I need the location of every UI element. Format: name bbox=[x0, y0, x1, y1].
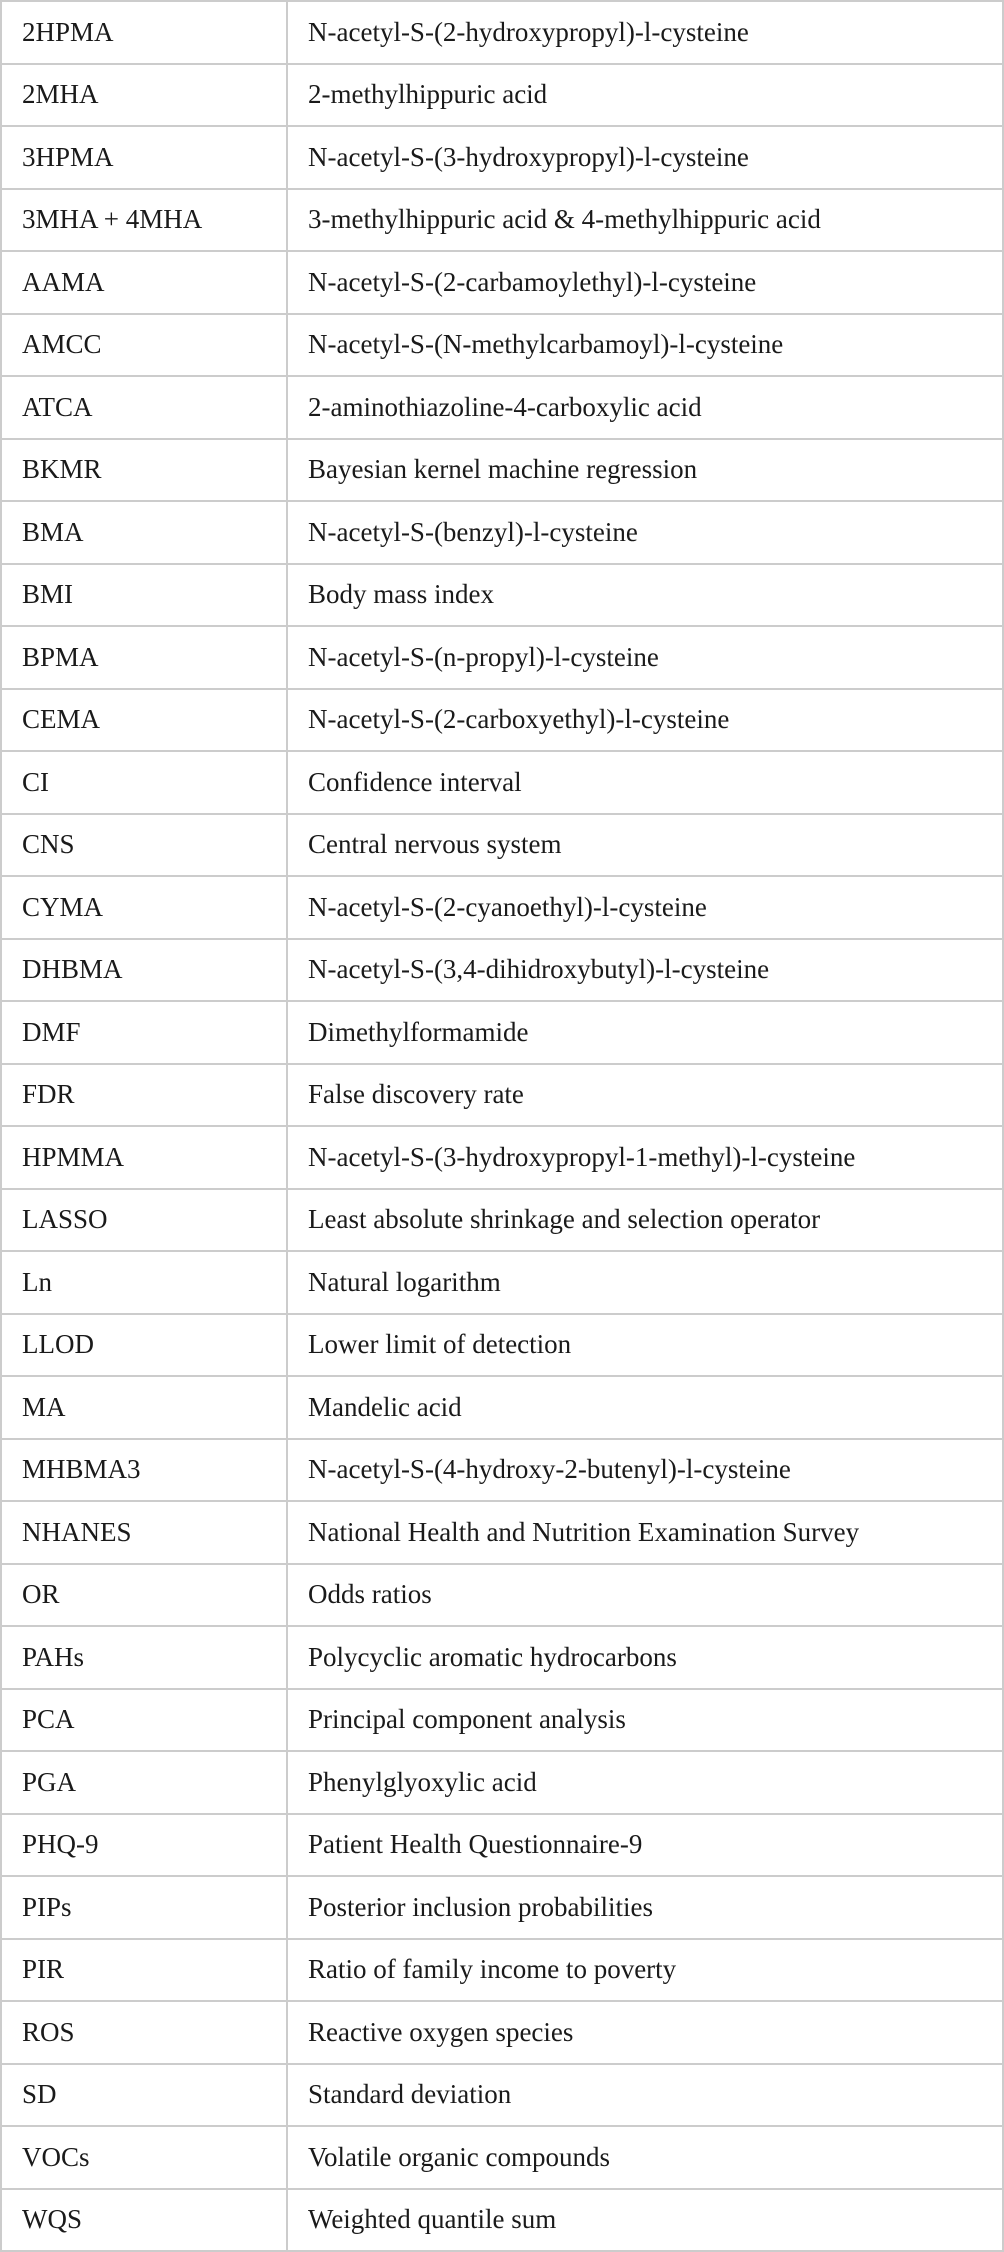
definition-cell: N-acetyl-S-(2-hydroxypropyl)-l-cysteine bbox=[287, 1, 1003, 64]
abbreviation-cell: WQS bbox=[1, 2189, 287, 2252]
definition-cell: N-acetyl-S-(3-hydroxypropyl)-l-cysteine bbox=[287, 126, 1003, 189]
definition-cell: Volatile organic compounds bbox=[287, 2126, 1003, 2189]
abbreviation-cell: BPMA bbox=[1, 626, 287, 689]
table-row bbox=[1, 376, 1003, 439]
definition-cell: Least absolute shrinkage and selection operator bbox=[287, 1189, 1003, 1252]
table-row bbox=[1, 1189, 1003, 1252]
abbreviation-cell: NHANES bbox=[1, 1501, 287, 1564]
definition-cell: N-acetyl-S-(benzyl)-l-cysteine bbox=[287, 501, 1003, 564]
abbreviation-cell: Ln bbox=[1, 1251, 287, 1314]
definition-cell: 2-methylhippuric acid bbox=[287, 64, 1003, 127]
definition-cell: Bayesian kernel machine regression bbox=[287, 439, 1003, 502]
abbreviation-cell: CYMA bbox=[1, 876, 287, 939]
definition-cell: Mandelic acid bbox=[287, 1376, 1003, 1439]
table-row bbox=[1, 2189, 1003, 2252]
abbreviation-cell: MHBMA3 bbox=[1, 1439, 287, 1502]
table-row bbox=[1, 501, 1003, 564]
definition-cell: Polycyclic aromatic hydrocarbons bbox=[287, 1626, 1003, 1689]
definition-cell: 2-aminothiazoline-4-carboxylic acid bbox=[287, 376, 1003, 439]
table-row bbox=[1, 626, 1003, 689]
table-row bbox=[1, 251, 1003, 314]
abbreviation-cell: ATCA bbox=[1, 376, 287, 439]
table-row bbox=[1, 1939, 1003, 2002]
abbreviation-cell: BMA bbox=[1, 501, 287, 564]
abbreviation-cell: CEMA bbox=[1, 689, 287, 752]
table-row bbox=[1, 2001, 1003, 2064]
abbreviation-cell: MA bbox=[1, 1376, 287, 1439]
table-row bbox=[1, 814, 1003, 877]
abbreviation-cell: PIPs bbox=[1, 1876, 287, 1939]
abbreviation-cell: PAHs bbox=[1, 1626, 287, 1689]
abbreviation-cell: PIR bbox=[1, 1939, 287, 2002]
definition-cell: N-acetyl-S-(3-hydroxypropyl-1-methyl)-l-cysteine bbox=[287, 1126, 1003, 1189]
table-row bbox=[1, 1751, 1003, 1814]
abbreviation-cell: SD bbox=[1, 2064, 287, 2127]
definition-cell: 3-methylhippuric acid & 4-methylhippuric acid bbox=[287, 189, 1003, 252]
abbreviation-cell: PHQ-9 bbox=[1, 1814, 287, 1877]
definition-cell: N-acetyl-S-(4-hydroxy-2-butenyl)-l-cysteine bbox=[287, 1439, 1003, 1502]
table-row bbox=[1, 876, 1003, 939]
definition-cell: N-acetyl-S-(2-carboxyethyl)-l-cysteine bbox=[287, 689, 1003, 752]
table-row bbox=[1, 1, 1003, 64]
definition-cell: Weighted quantile sum bbox=[287, 2189, 1003, 2252]
abbreviation-cell: FDR bbox=[1, 1064, 287, 1127]
table-row bbox=[1, 2126, 1003, 2189]
abbreviation-cell: OR bbox=[1, 1564, 287, 1627]
table-row bbox=[1, 439, 1003, 502]
definition-cell: National Health and Nutrition Examination Survey bbox=[287, 1501, 1003, 1564]
definition-cell: Patient Health Questionnaire-9 bbox=[287, 1814, 1003, 1877]
abbreviation-cell: VOCs bbox=[1, 2126, 287, 2189]
abbreviation-cell: HPMMA bbox=[1, 1126, 287, 1189]
table-row bbox=[1, 1439, 1003, 1502]
definition-cell: Central nervous system bbox=[287, 814, 1003, 877]
definition-cell: N-acetyl-S-(3,4-dihidroxybutyl)-l-cysteine bbox=[287, 939, 1003, 1002]
table-row bbox=[1, 1564, 1003, 1627]
table-row bbox=[1, 1126, 1003, 1189]
table-row bbox=[1, 1814, 1003, 1877]
definition-cell: Confidence interval bbox=[287, 751, 1003, 814]
definition-cell: False discovery rate bbox=[287, 1064, 1003, 1127]
definition-cell: N-acetyl-S-(N-methylcarbamoyl)-l-cysteine bbox=[287, 314, 1003, 377]
abbreviation-cell: 2MHA bbox=[1, 64, 287, 127]
table-row bbox=[1, 64, 1003, 127]
table-row bbox=[1, 1501, 1003, 1564]
abbreviation-cell: LLOD bbox=[1, 1314, 287, 1377]
abbreviations-table-body bbox=[1, 1, 1003, 2251]
table-row bbox=[1, 2064, 1003, 2127]
definition-cell: Standard deviation bbox=[287, 2064, 1003, 2127]
abbreviation-cell: ROS bbox=[1, 2001, 287, 2064]
abbreviation-cell: BKMR bbox=[1, 439, 287, 502]
table-row bbox=[1, 1376, 1003, 1439]
abbreviation-cell: LASSO bbox=[1, 1189, 287, 1252]
table-row bbox=[1, 939, 1003, 1002]
abbreviation-cell: BMI bbox=[1, 564, 287, 627]
abbreviation-cell: 3MHA + 4MHA bbox=[1, 189, 287, 252]
abbreviation-cell: AAMA bbox=[1, 251, 287, 314]
definition-cell: Posterior inclusion probabilities bbox=[287, 1876, 1003, 1939]
table-row bbox=[1, 1001, 1003, 1064]
table-row bbox=[1, 1064, 1003, 1127]
definition-cell: Reactive oxygen species bbox=[287, 2001, 1003, 2064]
abbreviation-cell: DHBMA bbox=[1, 939, 287, 1002]
abbreviation-cell: 2HPMA bbox=[1, 1, 287, 64]
definition-cell: Body mass index bbox=[287, 564, 1003, 627]
table-row bbox=[1, 689, 1003, 752]
abbreviation-cell: CI bbox=[1, 751, 287, 814]
definition-cell: Natural logarithm bbox=[287, 1251, 1003, 1314]
table-row bbox=[1, 1626, 1003, 1689]
definition-cell: N-acetyl-S-(2-carbamoylethyl)-l-cysteine bbox=[287, 251, 1003, 314]
table-row bbox=[1, 564, 1003, 627]
definition-cell: Dimethylformamide bbox=[287, 1001, 1003, 1064]
definition-cell: Lower limit of detection bbox=[287, 1314, 1003, 1377]
abbreviation-cell: AMCC bbox=[1, 314, 287, 377]
table-row bbox=[1, 1689, 1003, 1752]
table-row bbox=[1, 126, 1003, 189]
definition-cell: Phenylglyoxylic acid bbox=[287, 1751, 1003, 1814]
table-row bbox=[1, 751, 1003, 814]
table-row bbox=[1, 1251, 1003, 1314]
table-row bbox=[1, 1314, 1003, 1377]
abbreviation-cell: PCA bbox=[1, 1689, 287, 1752]
table-row bbox=[1, 314, 1003, 377]
definition-cell: N-acetyl-S-(2-cyanoethyl)-l-cysteine bbox=[287, 876, 1003, 939]
definition-cell: Ratio of family income to poverty bbox=[287, 1939, 1003, 2002]
definition-cell: Principal component analysis bbox=[287, 1689, 1003, 1752]
abbreviation-cell: DMF bbox=[1, 1001, 287, 1064]
abbreviation-cell: CNS bbox=[1, 814, 287, 877]
abbreviation-cell: PGA bbox=[1, 1751, 287, 1814]
definition-cell: N-acetyl-S-(n-propyl)-l-cysteine bbox=[287, 626, 1003, 689]
table-row bbox=[1, 1876, 1003, 1939]
definition-cell: Odds ratios bbox=[287, 1564, 1003, 1627]
abbreviation-cell: 3HPMA bbox=[1, 126, 287, 189]
table-row bbox=[1, 189, 1003, 252]
